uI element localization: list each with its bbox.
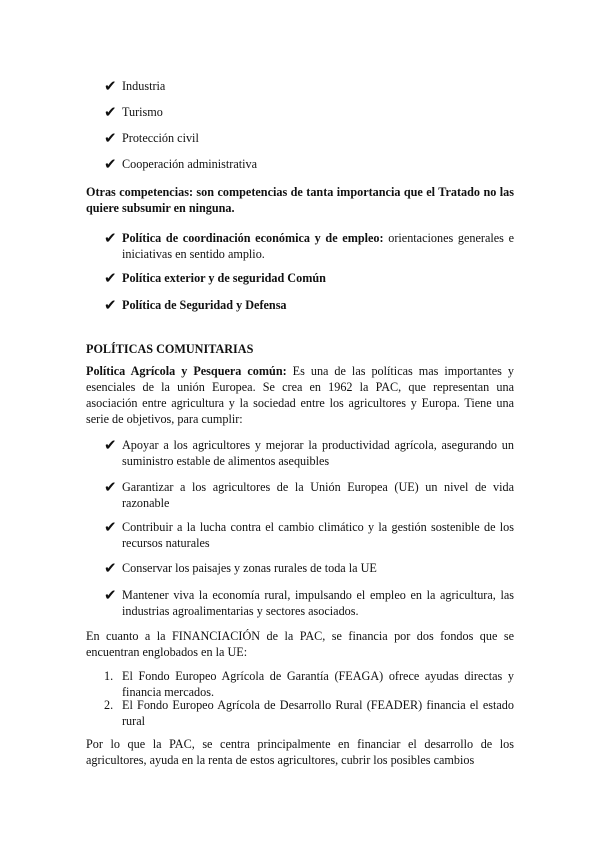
- list-item: [104, 560, 514, 576]
- list-item-text: Apoyar a los agricultores y mejorar la productividad agrícola, asegurando un suministro estable de alimentos asequibles: [122, 438, 514, 468]
- list-item: [104, 78, 514, 94]
- list-item-bold: Política de coordinación económica y de empleo:: [122, 231, 384, 245]
- numbered-item: [104, 697, 514, 729]
- list-item: [104, 437, 514, 469]
- checkmark-icon: ✔: [104, 269, 117, 287]
- list-item-text: Conservar los paisajes y zonas rurales de toda la UE: [122, 561, 377, 575]
- list-item: [104, 587, 514, 619]
- list-item: [104, 130, 514, 146]
- list-item-text: Turismo: [122, 105, 163, 119]
- checkmark-icon: ✔: [104, 77, 117, 95]
- list-item-text: Industria: [122, 79, 166, 93]
- list-item: [104, 297, 514, 313]
- list-item: [104, 479, 514, 511]
- checkmark-icon: ✔: [104, 586, 117, 604]
- item-number: 2.: [104, 698, 114, 712]
- checkmark-icon: ✔: [104, 436, 117, 454]
- list-item-text: Mantener viva la economía rural, impulsando el empleo en la agricultura, las industrias agroalimentarias y sectores asociados.: [122, 588, 514, 618]
- list-item: [104, 104, 514, 120]
- list-item: [104, 156, 514, 172]
- list-item-bold: Política exterior y de seguridad Común: [122, 271, 326, 285]
- list-item-text: Garantizar a los agricultores de la Unión Europea (UE) un nivel de vida razonable: [122, 480, 514, 510]
- list-item: [104, 270, 514, 286]
- checkmark-icon: ✔: [104, 155, 117, 173]
- checkmark-icon: ✔: [104, 296, 117, 314]
- list-item-text: Protección civil: [122, 131, 199, 145]
- list-item-rest: orientaciones generales e iniciativas en sentido amplio.: [122, 231, 514, 261]
- checkmark-icon: ✔: [104, 129, 117, 147]
- pac-bold: Política Agrícola y Pesquera común:: [86, 364, 287, 378]
- list-item-bold: Política de Seguridad y Defensa: [122, 298, 287, 312]
- list-item-text: Contribuir a la lucha contra el cambio climático y la gestión sostenible de los recursos naturales: [122, 520, 514, 550]
- checkmark-icon: ✔: [104, 103, 117, 121]
- final-paragraph: Por lo que la PAC, se centra principalmente en financiar el desarrollo de los agricultores, ayuda en la renta de estos agricultores, cubrir los posibles cambios: [86, 737, 514, 767]
- item-text: El Fondo Europeo Agrícola de Garantía (FEAGA) ofrece ayudas directas y financia mercados.: [122, 669, 514, 699]
- financiacion-paragraph: En cuanto a la FINANCIACIÓN de la PAC, se financia por dos fondos que se encuentran englobados en la UE:: [86, 629, 514, 659]
- pac-paragraph: [86, 363, 514, 427]
- list-item: [104, 230, 514, 262]
- item-text: El Fondo Europeo Agrícola de Desarrollo Rural (FEADER) financia el estado rural: [122, 698, 514, 728]
- checkmark-icon: ✔: [104, 559, 117, 577]
- item-number: 1.: [104, 669, 114, 683]
- checkmark-icon: ✔: [104, 229, 117, 247]
- checkmark-icon: ✔: [104, 478, 117, 496]
- checkmark-icon: ✔: [104, 518, 117, 536]
- list-item: [104, 519, 514, 551]
- otras-competencias-paragraph: Otras competencias: son competencias de tanta importancia que el Tratado no las quiere subsumir en ninguna.: [86, 185, 514, 215]
- list-item-text: Cooperación administrativa: [122, 157, 258, 171]
- pac-rest: Es una de las políticas mas importantes y esenciales de la unión Europea. Se crea en 1962 la PAC, que representan una asociación entre agricultura y la sociedad entre los agricultores y Europa. Tiene una serie de objetivos, para cumplir:: [86, 364, 514, 426]
- section-title: POLÍTICAS COMUNITARIAS: [86, 342, 254, 356]
- numbered-item: [104, 668, 514, 700]
